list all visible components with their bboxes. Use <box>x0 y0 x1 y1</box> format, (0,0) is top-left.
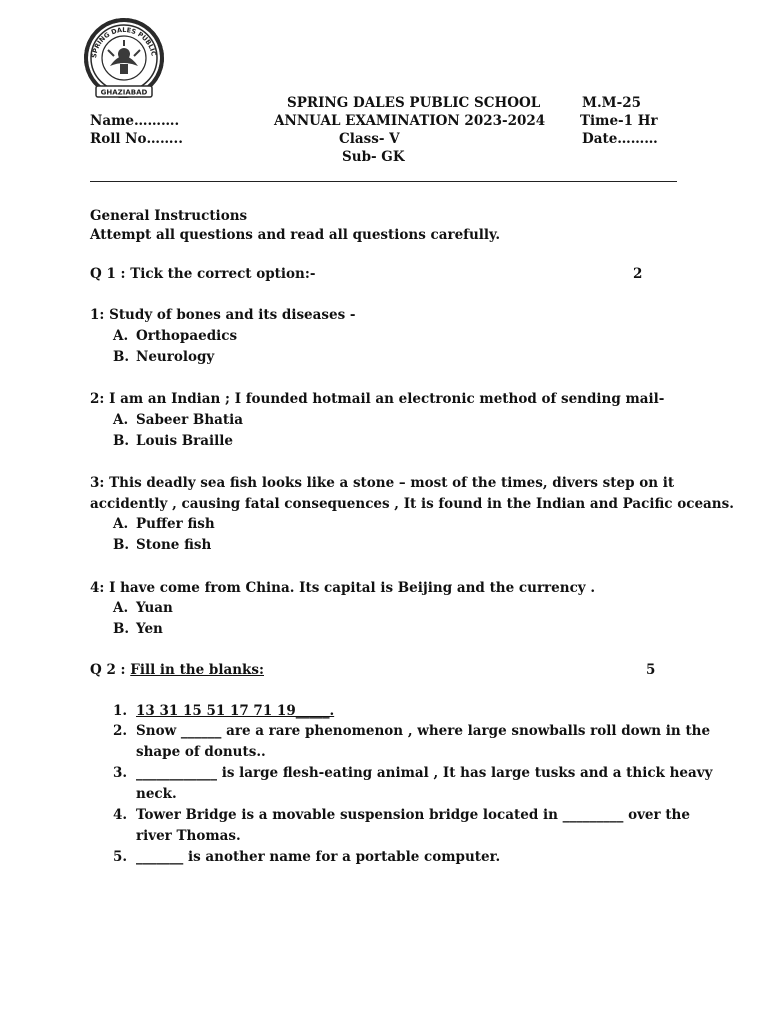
question-text: 2: I am an Indian ; I founded hotmail an electronic method of sending mail- <box>90 391 665 407</box>
option-letter: A. <box>113 516 129 532</box>
exam-title: ANNUAL EXAMINATION 2023-2024 <box>274 113 546 129</box>
option-text: Neurology <box>136 349 215 365</box>
blank-text: Tower Bridge is a movable suspension bridge located in _________ over the <box>136 807 690 823</box>
option-text: Stone fish <box>136 537 212 553</box>
blank-text: Snow ______ are a rare phenomenon , where large snowballs roll down in the <box>136 723 711 739</box>
q1-title: Q 1 : Tick the correct option:- <box>90 266 316 282</box>
option-text: Louis Braille <box>136 433 233 449</box>
svg-text:SPRING DALES PUBLIC SCHOOL: SPRING DALES PUBLIC <box>90 25 158 59</box>
option-text: Puffer fish <box>136 516 215 532</box>
blank-text: shape of donuts.. <box>136 744 266 760</box>
instructions-heading: General Instructions <box>90 208 248 224</box>
roll-no-field: Roll No…….. <box>90 131 183 147</box>
q2-heading: Fill in the blanks: <box>130 662 264 678</box>
option-text: Yuan <box>136 600 173 616</box>
class-label: Class- V <box>339 131 400 147</box>
exam-time: Time-1 Hr <box>580 113 658 129</box>
seal-ribbon-text: GHAZIABAD <box>100 88 148 97</box>
blank-text: river Thomas. <box>136 828 241 844</box>
option-letter: B. <box>113 537 130 553</box>
option-letter: A. <box>113 412 129 428</box>
name-field: Name………. <box>90 113 180 129</box>
subject-label: Sub- GK <box>342 149 405 165</box>
option-letter: A. <box>113 328 129 344</box>
question-text: accidently , causing fatal consequences , It is found in the Indian and Pacific oceans. <box>90 496 734 512</box>
blank-text: _______ is another name for a portable computer. <box>136 849 501 865</box>
option-letter: A. <box>113 600 129 616</box>
school-seal-icon <box>74 16 174 102</box>
item-number: 5. <box>113 849 128 865</box>
blank-text: ____________ is large flesh-eating animal , It has large tusks and a thick heavy <box>136 765 713 781</box>
school-name: SPRING DALES PUBLIC SCHOOL <box>287 95 541 111</box>
q2-prefix: Q 2 : <box>90 662 131 678</box>
blank-text: 13 31 15 51 17 71 19_____. <box>136 703 335 719</box>
q2-title <box>90 660 264 680</box>
option-letter: B. <box>113 433 130 449</box>
question-text: 3: This deadly sea fish looks like a stone – most of the times, divers step on it <box>90 475 675 491</box>
option-letter: B. <box>113 349 130 365</box>
option-letter: B. <box>113 621 130 637</box>
header-divider <box>90 181 677 182</box>
date-field: Date……… <box>582 131 658 147</box>
question-text: 1: Study of bones and its diseases - <box>90 307 356 323</box>
item-number: 4. <box>113 807 128 823</box>
item-number: 3. <box>113 765 128 781</box>
item-number: 1. <box>113 703 128 719</box>
blank-text: neck. <box>136 786 177 802</box>
item-number: 2. <box>113 723 128 739</box>
q2-marks: 5 <box>646 662 656 678</box>
option-text: Sabeer Bhatia <box>136 412 244 428</box>
q1-marks: 2 <box>633 266 643 282</box>
option-text: Orthopaedics <box>136 328 238 344</box>
option-text: Yen <box>136 621 163 637</box>
max-marks: M.M-25 <box>582 95 641 111</box>
question-text: 4: I have come from China. Its capital is Beijing and the currency . <box>90 580 596 596</box>
instructions-text: Attempt all questions and read all questions carefully. <box>90 227 501 243</box>
